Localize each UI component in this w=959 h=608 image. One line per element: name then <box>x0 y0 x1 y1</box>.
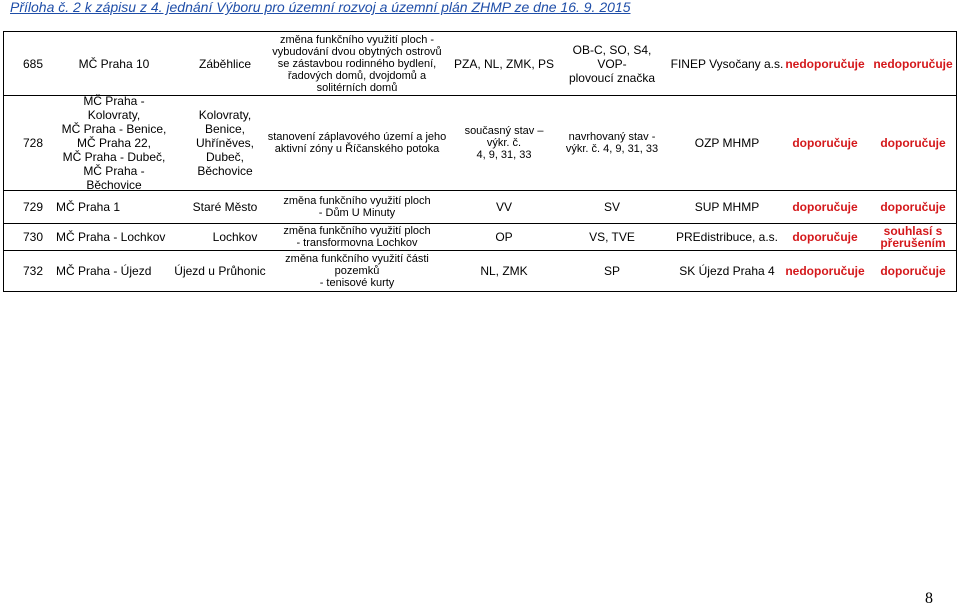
decision-1: doporučuje <box>792 135 858 150</box>
applicant: FINEP Vysočany a.s. <box>670 56 784 71</box>
document-header: Příloha č. 2 k zápisu z 4. jednání Výboru pro územní rozvoj a územní plán ZHMP ze dne 16. 9. 2015 <box>10 0 631 15</box>
applicant: OZP MHMP <box>694 135 760 150</box>
change-description: změna funkčního využití části pozemků - tenisové kurty <box>285 252 429 289</box>
proposed-use: SP <box>603 263 620 278</box>
current-use: VV <box>495 199 512 214</box>
current-use: NL, ZMK <box>480 263 528 278</box>
change-description: změna funkčního využití ploch - Dům U Minuty <box>283 194 431 219</box>
decision-2: doporučuje <box>880 199 946 214</box>
change-description: změna funkčního využití ploch - vybudování dvou obytných ostrovů se zástavbou rodinného bydlení, řadových domů, dvojdomů a solitérních domů <box>272 33 442 94</box>
decision-2: doporučuje <box>880 135 946 150</box>
applicant: SK Újezd Praha 4 <box>679 263 775 278</box>
proposed-use: SV <box>603 199 620 214</box>
current-use: PZA, NL, ZMK, PS <box>453 56 555 71</box>
change-description: změna funkčního využití ploch - transformovna Lochkov <box>283 224 431 249</box>
cadastral-area: Záběhlice <box>198 56 252 71</box>
cadastral-area: Kolovraty, Benice, Uhříněves, Dubeč, Běchovice <box>195 107 255 178</box>
row-number: 728 <box>22 135 44 150</box>
current-use: OP <box>495 229 513 244</box>
decision-1: nedoporučuje <box>785 56 865 71</box>
cadastral-area: Újezd u Průhonic <box>174 263 266 278</box>
changes-table <box>3 31 957 292</box>
current-use: současný stav – výkr. č. 4, 9, 31, 33 <box>464 124 544 161</box>
decision-1: nedoporučuje <box>785 263 865 278</box>
municipality: MČ Praha - Lochkov <box>56 229 166 244</box>
decision-1: doporučuje <box>792 199 858 214</box>
decision-2: souhlasí s přerušením <box>880 223 946 250</box>
proposed-use: OB-C, SO, S4, VOP- plovoucí značka <box>568 42 656 85</box>
row-number: 730 <box>22 229 44 244</box>
cadastral-area: Staré Město <box>192 199 258 214</box>
municipality: MČ Praha 10 <box>78 56 150 71</box>
row-number: 732 <box>22 263 44 278</box>
applicant: PREdistribuce, a.s. <box>675 229 779 244</box>
municipality: MČ Praha 1 <box>56 199 121 214</box>
proposed-use: VS, TVE <box>589 229 635 244</box>
municipality: MČ Praha - Kolovraty, MČ Praha - Benice, MČ Praha 22, MČ Praha - Dubeč, MČ Praha - Běchovice <box>61 93 167 192</box>
change-description: stanovení záplavového území a jeho aktivní zóny u Říčanského potoka <box>267 130 447 155</box>
row-number: 685 <box>22 56 44 71</box>
row-number: 729 <box>22 199 44 214</box>
applicant: SUP MHMP <box>694 199 760 214</box>
decision-2: doporučuje <box>880 263 946 278</box>
municipality: MČ Praha - Újezd <box>56 263 152 278</box>
proposed-use: navrhovaný stav - výkr. č. 4, 9, 31, 33 <box>565 130 659 155</box>
decision-2: nedoporučuje <box>873 56 953 71</box>
cadastral-area: Lochkov <box>212 229 258 244</box>
page-number: 8 <box>925 590 933 607</box>
decision-1: doporučuje <box>792 229 858 244</box>
